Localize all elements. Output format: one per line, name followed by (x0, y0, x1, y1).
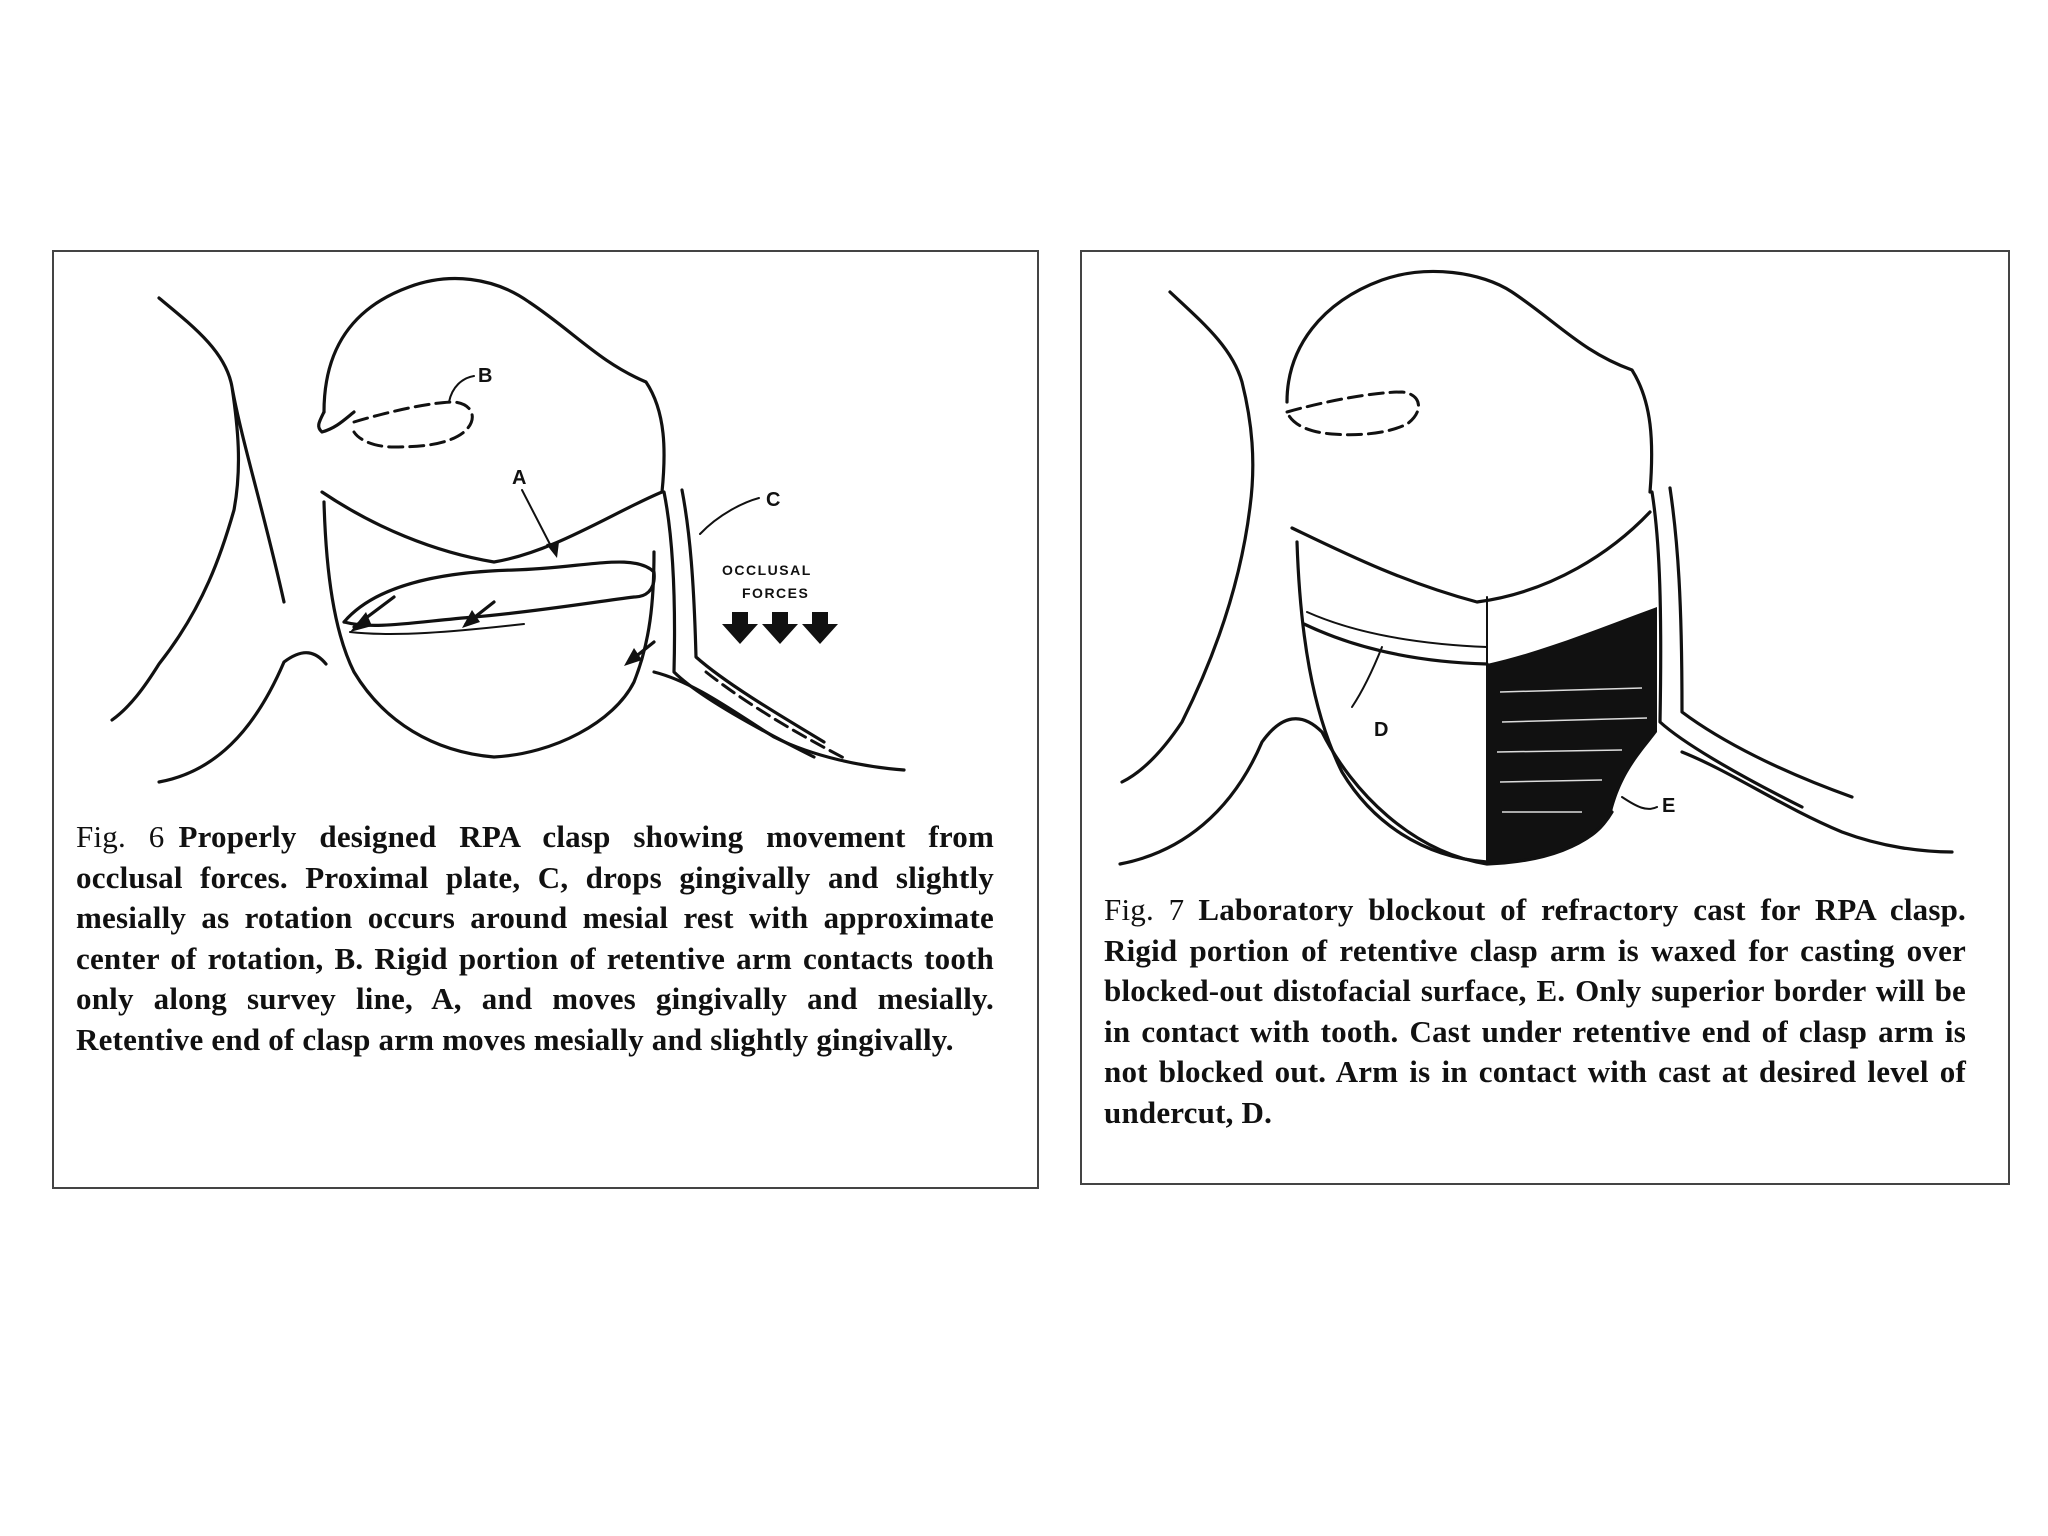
gingiva-outline (1122, 292, 1253, 782)
force-arrow-2 (762, 612, 798, 644)
clasp-arm (344, 562, 654, 625)
clasp-arm-upper (1307, 612, 1487, 647)
ridge-contour (1682, 752, 1952, 852)
clasp-arm (1304, 624, 1487, 664)
figure-6-caption (76, 817, 994, 1060)
figure-6-caption-text: Properly designed RPA clasp showing movement from occlusal forces. Proximal plate, C, drops gingivally and slightly mesially as rotation occurs around mesial rest with approximate center of rotation, B. Rigid portion of retentive arm contacts tooth only along survey line, A, and moves gingivally and mesially. Retentive end of clasp arm moves mesially and slightly gingivally. (76, 819, 994, 1057)
figure-6-panel (52, 250, 1039, 1189)
label-e-leader (1622, 797, 1657, 809)
survey-line (1292, 512, 1650, 602)
figure-7-number: Fig. 7 (1104, 892, 1185, 927)
occlusal-force-arrows (722, 612, 838, 644)
label-a-leader (522, 490, 554, 552)
tooth-root (1297, 542, 1487, 862)
figure-7-drawing (1082, 252, 2012, 882)
occlusal-forces-label-2: FORCES (742, 585, 810, 601)
label-c-leader (700, 498, 759, 534)
gingiva-left-contour (159, 653, 326, 782)
figure-6-number: Fig. 6 (76, 819, 165, 854)
occlusal-forces-label-1: OCCLUSAL (722, 562, 812, 578)
label-d-leader (1352, 647, 1382, 707)
rest-outline (1287, 392, 1418, 435)
force-arrow-3 (802, 612, 838, 644)
survey-line (322, 492, 662, 562)
figure-7-panel (1080, 250, 2010, 1185)
label-a: A (512, 467, 527, 489)
label-a-arrowhead (546, 542, 559, 558)
force-arrow-1 (722, 612, 758, 644)
label-b: B (478, 365, 493, 387)
label-d: D (1374, 719, 1389, 741)
gingiva-outline (112, 298, 284, 720)
figure-7-caption-text: Laboratory blockout of refractory cast for RPA clasp. Rigid portion of retentive clasp arm is waxed for casting over blocked-out distofacial surface, E. Only superior border will be in contact with tooth. Cast under retentive end of clasp arm is not blocked out. Arm is in contact with cast at desired level of undercut, D. (1104, 892, 1966, 1130)
label-e: E (1662, 795, 1676, 817)
mesial-rest (354, 402, 472, 447)
crown-left-edge (319, 412, 354, 432)
figure-6-drawing (54, 252, 1041, 812)
label-b-leader (449, 376, 474, 402)
tooth-root (324, 502, 654, 757)
figure-7-caption (1104, 890, 1966, 1133)
blockout-region-e (1487, 607, 1657, 864)
tooth-crown (1287, 271, 1652, 492)
label-c: C (766, 489, 781, 511)
proximal-plate-displaced (706, 672, 844, 758)
tooth-crown (324, 279, 664, 492)
